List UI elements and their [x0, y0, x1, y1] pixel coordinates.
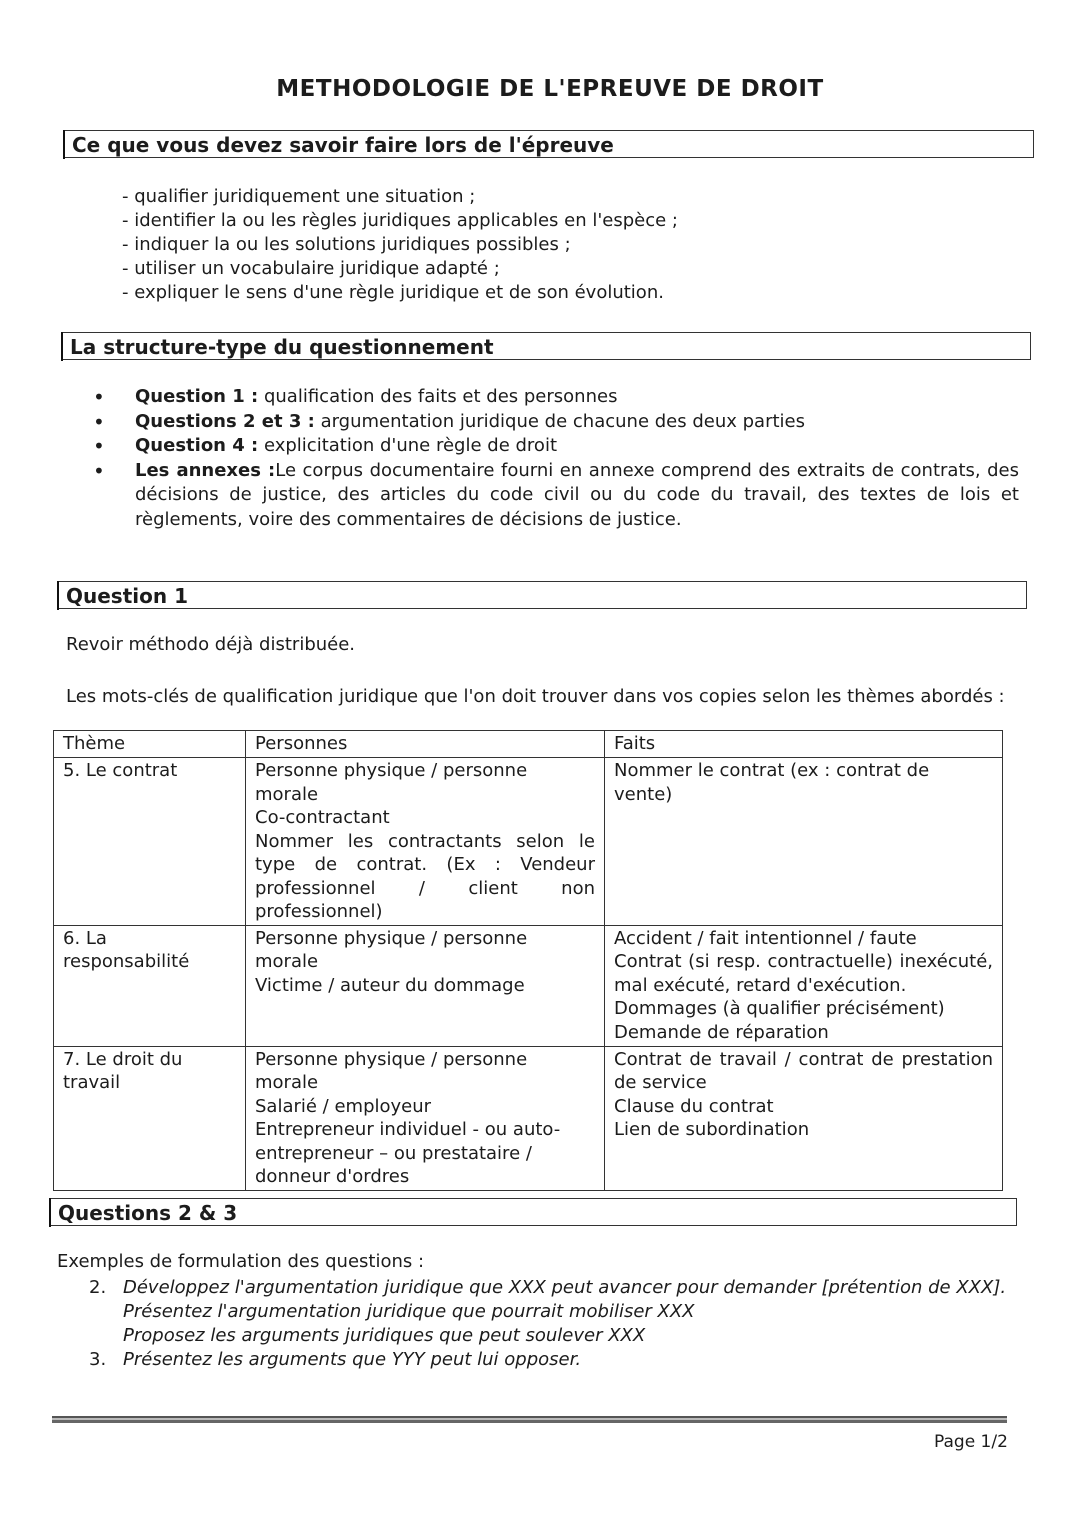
- table-cell-theme: 7. Le droit du travail: [54, 1046, 246, 1190]
- structure-bullet: • Question 4 : explicitation d'une règle de droit: [93, 434, 1019, 459]
- questions-2-3-intro: Exemples de formulation des questions :: [57, 1251, 425, 1272]
- question1-note: Revoir méthodo déjà distribuée.: [66, 634, 356, 655]
- table-header-cell: Faits: [605, 731, 1003, 758]
- table-cell-personnes: Personne physique / personne morale Co-contractant Nommer les contractants selon le type de contrat. (Ex : Vendeur professionnel / client non professionnel): [246, 758, 605, 926]
- table-header-row: [54, 731, 1003, 758]
- section-heading-questions-2-3: Questions 2 & 3: [49, 1198, 1017, 1226]
- question-example: 3. Présentez les arguments que YYY peut lui opposer.: [89, 1349, 582, 1370]
- footer-divider: [52, 1416, 1007, 1423]
- table-header-cell: Personnes: [246, 731, 605, 758]
- structure-bullet-list: [93, 385, 1019, 532]
- table-cell-faits: Accident / fait intentionnel / faute Contrat (si resp. contractuelle) inexécuté, mal exécuté, retard d'exécution. Dommages (à qualifier précisément) Demande de réparation: [605, 925, 1003, 1046]
- section-heading-question1: Question 1: [57, 581, 1027, 609]
- table-cell-theme: 6. La responsabilité: [54, 925, 246, 1046]
- skill-item: - identifier la ou les règles juridiques applicables en l'espèce ;: [122, 210, 678, 231]
- section-heading-skills: Ce que vous devez savoir faire lors de l'épreuve: [63, 130, 1034, 158]
- page-number: Page 1/2: [934, 1432, 1008, 1452]
- skill-item: - utiliser un vocabulaire juridique adapté ;: [122, 258, 500, 279]
- page-title: METHODOLOGIE DE L'EPREUVE DE DROIT: [276, 76, 824, 102]
- table-cell-theme: 5. Le contrat: [54, 758, 246, 926]
- table-row: [54, 758, 1003, 926]
- keywords-table: [53, 730, 1003, 1191]
- table-cell-personnes: Personne physique / personne morale Salarié / employeur Entrepreneur individuel - ou auto-entrepreneur – ou prestataire / donneur d'ordres: [246, 1046, 605, 1190]
- structure-bullet: • Question 1 : qualification des faits et des personnes: [93, 385, 1019, 410]
- table-header-cell: Thème: [54, 731, 246, 758]
- question-examples-list: [89, 1276, 1006, 1372]
- skill-item: - qualifier juridiquement une situation ;: [122, 186, 476, 207]
- table-cell-personnes: Personne physique / personne morale Victime / auteur du dommage: [246, 925, 605, 1046]
- table-row: [54, 925, 1003, 1046]
- skills-list: [122, 185, 678, 305]
- table-cell-faits: Nommer le contrat (ex : contrat de vente): [605, 758, 1003, 926]
- skill-item: - indiquer la ou les solutions juridiques possibles ;: [122, 234, 571, 255]
- structure-bullet: • Questions 2 et 3 : argumentation juridique de chacune des deux parties: [93, 410, 1019, 435]
- section-heading-structure: La structure-type du questionnement: [61, 332, 1031, 360]
- question-example: 2. Développez l'argumentation juridique que XXX peut avancer pour demander [prétention de XXX]. Présentez l'argumentation juridique que pourrait mobiliser XXX Proposez les arguments juridiques que peut soulever XXX: [89, 1277, 1007, 1346]
- structure-bullet: • Les annexes :Le corpus documentaire fourni en annexe comprend des extraits de contrats, des décisions de justice, des articles du code civil ou du code du travail, des textes de lois et règlements, voire des commentaires de décisions de justice.: [93, 459, 1019, 533]
- table-row: [54, 1046, 1003, 1190]
- skill-item: - expliquer le sens d'une règle juridique et de son évolution.: [122, 282, 664, 303]
- question1-intro: Les mots-clés de qualification juridique que l'on doit trouver dans vos copies selon les thèmes abordés :: [66, 686, 1005, 707]
- table-cell-faits: Contrat de travail / contrat de prestation de service Clause du contrat Lien de subordination: [605, 1046, 1003, 1190]
